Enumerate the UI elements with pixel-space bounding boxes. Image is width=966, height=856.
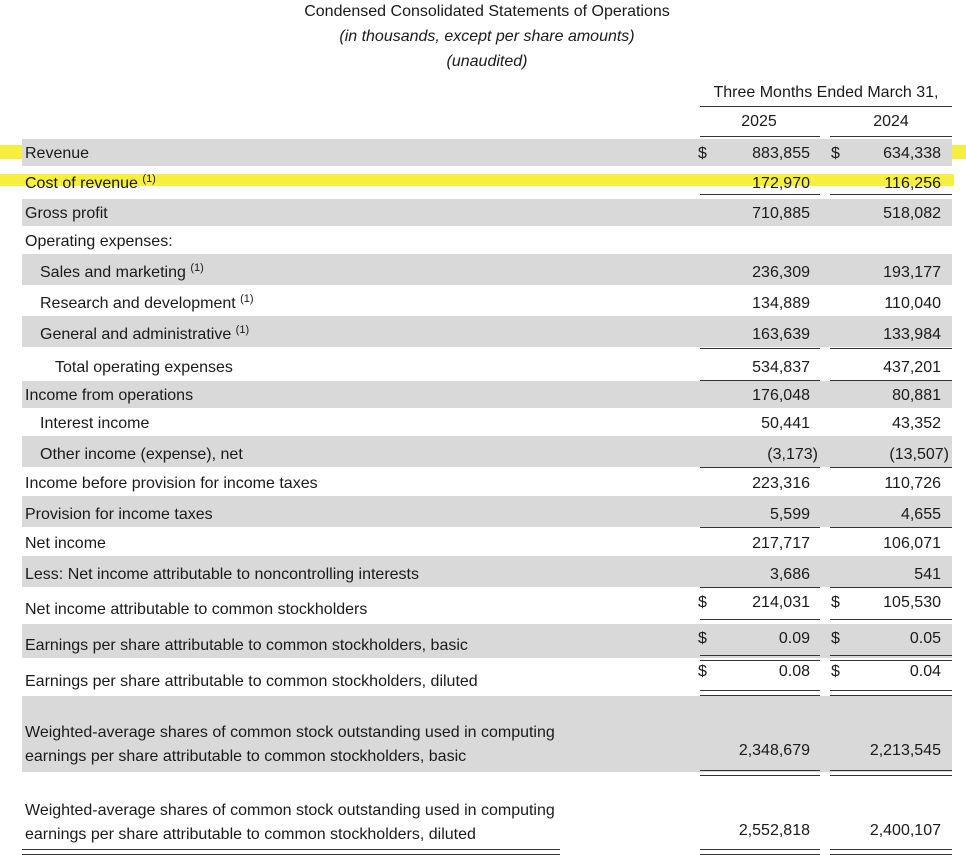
row-label: Income from operations <box>25 387 194 404</box>
value-2025: 0.09 <box>778 630 810 647</box>
table-row <box>22 408 952 436</box>
value-2024: 634,338 <box>883 145 941 162</box>
currency-symbol: $ <box>698 594 707 611</box>
table-row <box>22 468 952 496</box>
row-label: Income before provision for income taxes <box>25 475 318 492</box>
subtotal-underline <box>830 348 952 349</box>
value-2025: 176,048 <box>752 387 810 404</box>
subtotal-underline <box>700 194 820 195</box>
value-2025: 534,837 <box>752 359 810 376</box>
value-2024: 193,177 <box>883 264 941 281</box>
footnote-marker: (1) <box>190 262 204 274</box>
value-2025: 236,309 <box>752 264 810 281</box>
row-label: Total operating expenses <box>55 359 233 376</box>
value-2025: 217,717 <box>752 535 810 552</box>
footnote-marker: (1) <box>240 293 254 305</box>
value-2025: 134,889 <box>752 295 810 312</box>
row-label: Less: Net income attributable to noncontrolling interests <box>25 566 419 583</box>
row-label-text: Research and development <box>40 295 236 312</box>
row-label-text: Cost of revenue <box>25 175 138 192</box>
currency-symbol: $ <box>831 594 840 611</box>
total-double-underline <box>830 849 952 855</box>
row-label: Interest income <box>40 415 150 432</box>
value-2025: 172,970 <box>752 175 810 192</box>
value-2024: 437,201 <box>883 359 941 376</box>
subtotal-underline <box>700 348 820 349</box>
value-2024: 110,726 <box>884 475 941 492</box>
value-2025: 223,316 <box>752 475 810 492</box>
value-2025: 50,441 <box>761 415 810 432</box>
currency-symbol: $ <box>698 630 707 647</box>
value-2025: 3,686 <box>769 566 810 583</box>
row-label <box>40 326 249 344</box>
table-row <box>22 624 952 658</box>
value-2024: 0.04 <box>909 663 941 680</box>
value-2024: 2,213,545 <box>869 742 941 759</box>
table-row <box>22 316 952 347</box>
row-label <box>40 295 254 313</box>
statement-title: Condensed Consolidated Statements of Operations <box>304 3 670 20</box>
row-label: Earnings per share attributable to common stockholders, diluted <box>25 673 478 690</box>
value-2025: (3,173) <box>767 446 818 463</box>
value-2025: 163,639 <box>752 326 810 343</box>
value-2025: 214,031 <box>752 594 810 611</box>
table-row <box>22 254 952 285</box>
table-row <box>22 350 952 380</box>
year-underline-2024 <box>830 136 952 137</box>
value-2024: (13,507) <box>889 446 949 463</box>
table-row <box>22 166 952 196</box>
period-header: Three Months Ended March 31, <box>713 84 939 101</box>
table-row <box>22 436 952 467</box>
value-2024: 110,040 <box>884 295 941 312</box>
subtotal-underline <box>830 194 952 195</box>
table-row <box>22 528 952 556</box>
year-underline-2025 <box>700 136 820 137</box>
table-row <box>22 696 952 772</box>
table-row <box>22 496 952 527</box>
footnote-marker: (1) <box>235 324 250 336</box>
value-2024: 80,881 <box>892 387 941 404</box>
currency-symbol: $ <box>831 663 840 680</box>
value-2024: 105,530 <box>883 594 941 611</box>
value-2024: 518,082 <box>883 205 941 222</box>
table-row <box>22 381 952 408</box>
unaudited-note: (unaudited) <box>446 53 528 70</box>
value-2025: 2,348,679 <box>738 742 810 759</box>
table-row <box>22 139 952 166</box>
value-2025: 5,599 <box>769 506 810 523</box>
row-label <box>25 175 156 193</box>
section-label: Operating expenses: <box>25 233 173 250</box>
currency-symbol: $ <box>698 145 707 162</box>
row-label: Revenue <box>25 145 90 162</box>
table-row <box>22 660 952 694</box>
row-label: Weighted-average shares of common stock outstanding used in computing earnings per share attributable to common stockholders, diluted <box>25 802 555 843</box>
value-2024: 106,071 <box>883 535 941 552</box>
total-double-underline <box>22 849 560 855</box>
footnote-marker: (1) <box>142 173 156 185</box>
year-header-2025: 2025 <box>741 113 777 130</box>
value-2025: 2,552,818 <box>738 822 810 839</box>
value-2024: 4,655 <box>900 506 941 523</box>
currency-symbol: $ <box>831 145 840 162</box>
row-label-text: Sales and marketing <box>40 264 186 281</box>
value-2024: 2,400,107 <box>869 822 941 839</box>
currency-symbol: $ <box>831 630 840 647</box>
row-label: Gross profit <box>25 205 108 222</box>
value-2025: 0.08 <box>778 663 810 680</box>
row-label <box>40 264 204 282</box>
row-label-text: General and administrative <box>40 326 232 343</box>
value-2025: 883,855 <box>752 145 810 162</box>
row-label: Earnings per share attributable to common stockholders, basic <box>25 637 468 654</box>
table-row <box>22 588 952 622</box>
statement-subtitle: (in thousands, except per share amounts) <box>339 28 635 45</box>
value-2024: 133,984 <box>883 326 941 343</box>
value-2024: 43,352 <box>892 415 941 432</box>
row-label: Net income <box>25 535 106 552</box>
table-row <box>22 556 952 587</box>
row-label: Net income attributable to common stockholders <box>25 601 368 618</box>
table-row <box>22 774 952 850</box>
value-2024: 116,256 <box>884 175 941 192</box>
value-2024: 541 <box>914 566 941 583</box>
period-underline <box>700 106 952 107</box>
value-2024: 0.05 <box>909 630 941 647</box>
currency-symbol: $ <box>698 663 707 680</box>
value-2025: 710,885 <box>752 205 810 222</box>
row-label: Other income (expense), net <box>40 446 243 463</box>
table-row <box>22 285 952 316</box>
row-label: Provision for income taxes <box>25 506 213 523</box>
year-header-2024: 2024 <box>873 113 909 130</box>
row-label: Weighted-average shares of common stock outstanding used in computing earnings per share attributable to common stockholders, basic <box>25 724 555 765</box>
table-row <box>22 199 952 226</box>
table-row <box>22 226 952 254</box>
total-double-underline <box>700 849 820 855</box>
